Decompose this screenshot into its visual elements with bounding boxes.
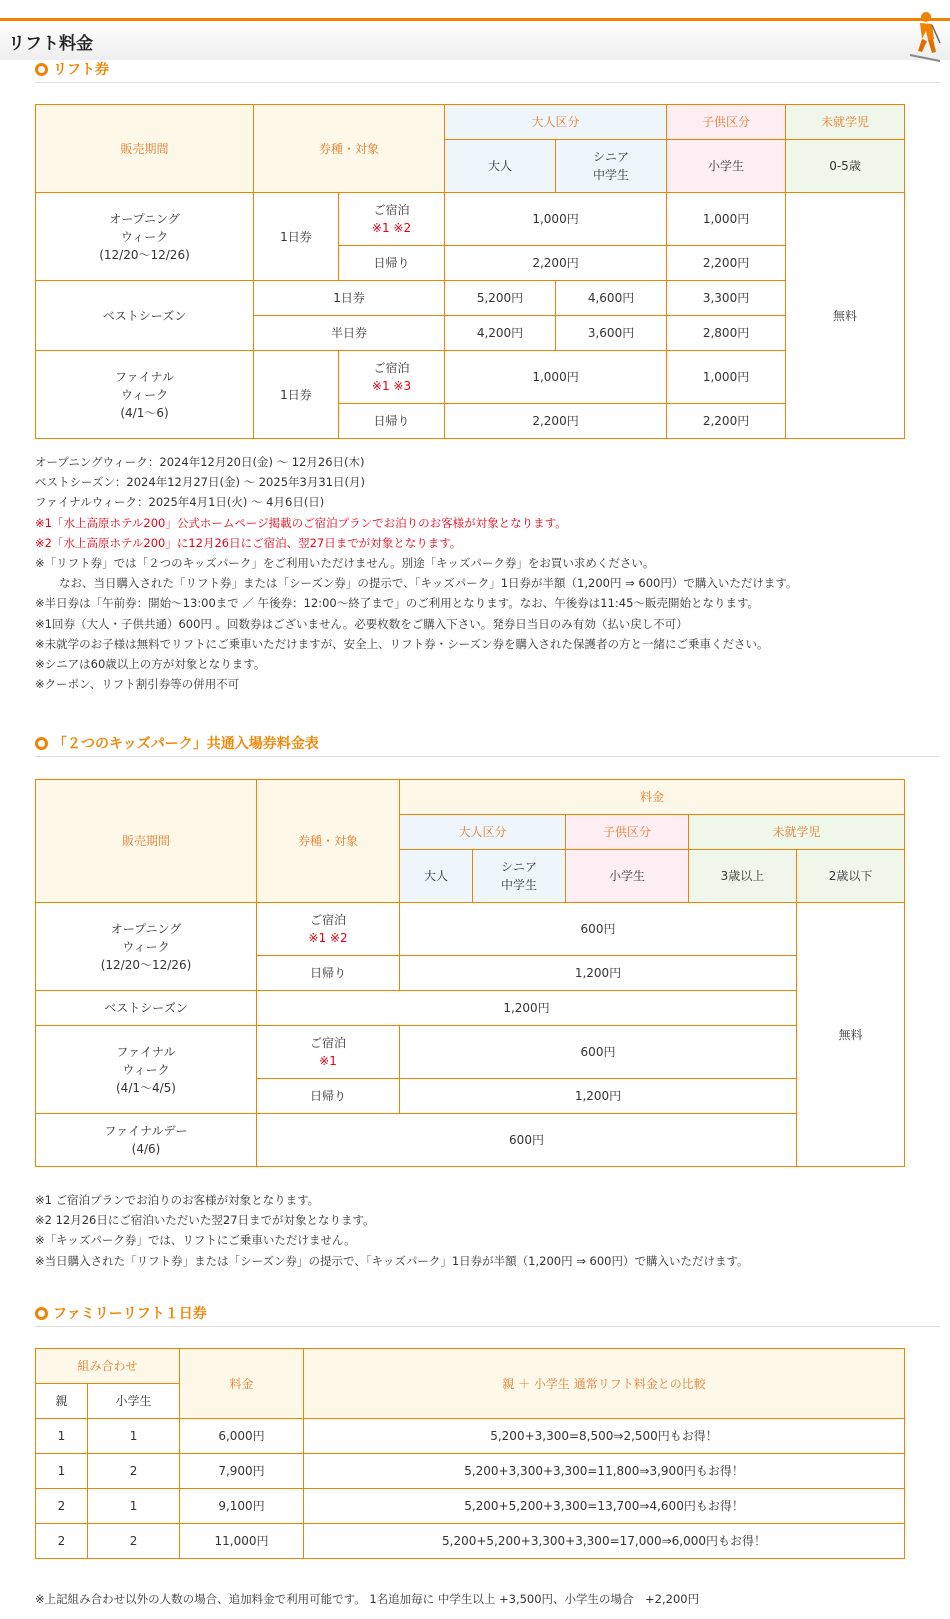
type-day-trip: 日帰り <box>257 956 400 991</box>
table-row <box>36 1454 905 1489</box>
period-final-day: ファイナルデー (4/6) <box>36 1114 257 1167</box>
type-half-day: 半日券 <box>254 316 445 351</box>
section-ring-icon <box>35 1307 48 1320</box>
header-combo: 組み合わせ <box>36 1349 180 1384</box>
price-cell: 3,300円 <box>667 281 786 316</box>
price-cell: 600円 <box>257 1114 797 1167</box>
type-one-day: 1日券 <box>254 351 339 439</box>
price-cell: 1,200円 <box>400 1079 797 1114</box>
cell-compare: 5,200+5,200+3,300+3,300=17,000⇒6,000円もお得！ <box>304 1524 905 1559</box>
header-adult: 大人 <box>400 850 473 903</box>
header-adult: 大人 <box>445 140 556 193</box>
price-cell: 4,600円 <box>556 281 667 316</box>
note-line: ベストシーズン：2024年12月27日(金) 〜 2025年3月31日(月) <box>35 475 365 490</box>
table-row <box>36 1524 905 1559</box>
price-cell: 3,600円 <box>556 316 667 351</box>
preschool-free: 無料 <box>786 193 905 439</box>
header-child: 小学生 <box>88 1384 180 1419</box>
cell-child: 1 <box>88 1419 180 1454</box>
lift-notes <box>35 452 797 694</box>
cell-child: 2 <box>88 1454 180 1489</box>
cell-fee: 11,000円 <box>180 1524 304 1559</box>
header-compare: 親 ＋ 小学生 通常リフト料金との比較 <box>304 1349 905 1419</box>
note-line: ※クーポン、リフト割引券等の併用不可 <box>35 677 240 692</box>
type-day-trip: 日帰り <box>257 1079 400 1114</box>
price-cell: 600円 <box>400 1026 797 1079</box>
cell-compare: 5,200+3,300+3,300=11,800⇒3,900円もお得！ <box>304 1454 905 1489</box>
family-ticket-table <box>35 1348 905 1559</box>
type-stay: ご宿泊 ※1 ※2 <box>257 903 400 956</box>
cell-fee: 6,000円 <box>180 1419 304 1454</box>
type-stay: ご宿泊 ※1 ※3 <box>339 351 445 404</box>
header-senior-jhs: シニア 中学生 <box>473 850 566 903</box>
note-line: ※2 12月26日にご宿泊いただいた翌27日までが対象となります。 <box>35 1213 375 1228</box>
price-cell: 1,200円 <box>257 991 797 1026</box>
cell-fee: 9,100円 <box>180 1489 304 1524</box>
header-child-group: 子供区分 <box>667 105 786 140</box>
period-best: ベストシーズン <box>36 281 254 351</box>
table-row <box>36 1489 905 1524</box>
header-adult-group: 大人区分 <box>400 815 566 850</box>
note-line: ※当日購入された「リフト券」または「シーズン券」の提示で、「キッズパーク」1日券が半額（1,200円 ⇒ 600円）で購入いただけます。 <box>35 1253 749 1268</box>
header-age2: 2歳以下 <box>797 850 905 903</box>
table-row <box>36 1419 905 1454</box>
type-one-day: 1日券 <box>254 281 445 316</box>
period-final: ファイナル ウィーク (4/1〜4/5) <box>36 1026 257 1114</box>
header-elementary: 小学生 <box>667 140 786 193</box>
note-line: ※上記組み合わせ以外の人数の場合、追加料金で利用可能です。 1名追加毎に 中学生以上 +3,500円、小学生の場合 +2,200円 <box>35 1592 700 1606</box>
note-line: オープニングウィーク：2024年12月20日(金) 〜 12月26日(木) <box>35 455 365 469</box>
period-best: ベストシーズン <box>36 991 257 1026</box>
price-cell: 4,200円 <box>445 316 556 351</box>
header-elementary: 小学生 <box>566 850 689 903</box>
note-line: ※シニアは60歳以上の方が対象となります。 <box>35 657 266 672</box>
header-preschool-group: 未就学児 <box>689 815 905 850</box>
header-period: 販売期間 <box>36 780 257 903</box>
price-cell: 1,000円 <box>667 193 786 246</box>
price-cell: 1,000円 <box>445 193 667 246</box>
header-age: 0-5歳 <box>786 140 905 193</box>
family-section-title: ファミリーリフト１日券 <box>35 1304 940 1327</box>
note-line: ※2「水上高原ホテル200」に12月26日にご宿泊、翌27日までが対象となります。 <box>35 535 462 550</box>
type-stay: ご宿泊 ※1 ※2 <box>339 193 445 246</box>
cell-compare: 5,200+5,200+3,300=13,700⇒4,600円もお得！ <box>304 1489 905 1524</box>
cell-compare: 5,200+3,300=8,500⇒2,500円もお得！ <box>304 1419 905 1454</box>
cell-parent: 1 <box>36 1419 88 1454</box>
price-cell: 5,200円 <box>445 281 556 316</box>
header-parent: 親 <box>36 1384 88 1419</box>
price-cell: 600円 <box>400 903 797 956</box>
period-opening: オープニング ウィーク (12/20〜12/26) <box>36 903 257 991</box>
note-line: ※1回券（大人・子供共通）600円 。回数券はございません。必要枚数をご購入下さい。発券日当日のみ有効（払い戻し不可） <box>35 616 688 631</box>
family-note <box>35 1589 699 1609</box>
header-fee: 料金 <box>400 780 905 815</box>
section-ring-icon <box>35 737 48 750</box>
cell-child: 1 <box>88 1489 180 1524</box>
price-cell: 2,200円 <box>445 404 667 439</box>
page-title: リフト料金 <box>8 34 93 54</box>
period-final: ファイナル ウィーク (4/1〜6) <box>36 351 254 439</box>
header-type: 券種・対象 <box>257 780 400 903</box>
period-opening: オープニング ウィーク (12/20〜12/26) <box>36 193 254 281</box>
note-line: ※半日券は「午前券：開始〜13:00まで ／ 午後券：12:00〜終了まで」のご利用となります。なお、午後券は11:45〜販売開始となります。 <box>35 596 760 611</box>
skier-icon <box>906 9 942 65</box>
section-ring-icon <box>35 63 48 76</box>
header-type: 券種・対象 <box>254 105 445 193</box>
note-line: なお、当日購入された「リフト券」または「シーズン券」の提示で、「キッズパーク」1日券が半額（1,200円 ⇒ 600円）で購入いただけます。 <box>59 576 798 591</box>
under2-free: 無料 <box>797 903 905 1167</box>
cell-parent: 2 <box>36 1489 88 1524</box>
header-adult-group: 大人区分 <box>445 105 667 140</box>
note-line: ※1「水上高原ホテル200」公式ホームページ掲載のご宿泊プランでお泊りのお客様が対象となります。 <box>35 515 567 530</box>
cell-parent: 2 <box>36 1524 88 1559</box>
type-one-day: 1日券 <box>254 193 339 281</box>
note-line: ファイナルウィーク：2025年4月1日(火) 〜 4月6日(日) <box>35 495 325 510</box>
lift-ticket-table <box>35 104 905 439</box>
header-senior-jhs: シニア 中学生 <box>556 140 667 193</box>
type-day-trip: 日帰り <box>339 246 445 281</box>
header-age3: 3歳以上 <box>689 850 797 903</box>
price-cell: 1,000円 <box>445 351 667 404</box>
header-period: 販売期間 <box>36 105 254 193</box>
type-stay: ご宿泊 ※1 <box>257 1026 400 1079</box>
header-fee: 料金 <box>180 1349 304 1419</box>
kids-notes <box>35 1190 749 1271</box>
header-preschool-group: 未就学児 <box>786 105 905 140</box>
price-cell: 2,200円 <box>445 246 667 281</box>
type-day-trip: 日帰り <box>339 404 445 439</box>
kids-section-title: 「２つのキッズパーク」共通入場券料金表 <box>35 734 940 757</box>
page-header <box>0 18 950 60</box>
price-cell: 1,200円 <box>400 956 797 991</box>
price-cell: 2,200円 <box>667 246 786 281</box>
lift-section-title: リフト券 <box>35 60 940 83</box>
cell-fee: 7,900円 <box>180 1454 304 1489</box>
note-line: ※1 ご宿泊プランでお泊りのお客様が対象となります。 <box>35 1193 320 1207</box>
cell-parent: 1 <box>36 1454 88 1489</box>
cell-child: 2 <box>88 1524 180 1559</box>
price-cell: 2,200円 <box>667 404 786 439</box>
price-cell: 2,800円 <box>667 316 786 351</box>
price-cell: 1,000円 <box>667 351 786 404</box>
header-child-group: 子供区分 <box>566 815 689 850</box>
note-line: ※「キッズパーク券」では、リフトにご乗車いただけません。 <box>35 1233 356 1248</box>
note-line: ※「リフト券」では「２つのキッズパーク」をご利用いただけません。別途「キッズパーク券」をお買い求めください。 <box>35 556 655 571</box>
kids-park-table <box>35 779 905 1167</box>
note-line: ※未就学のお子様は無料でリフトにご乗車いただけますが、安全上、リフト券・シーズン券を購入された保護者の方と一緒にご乗車ください。 <box>35 636 769 651</box>
